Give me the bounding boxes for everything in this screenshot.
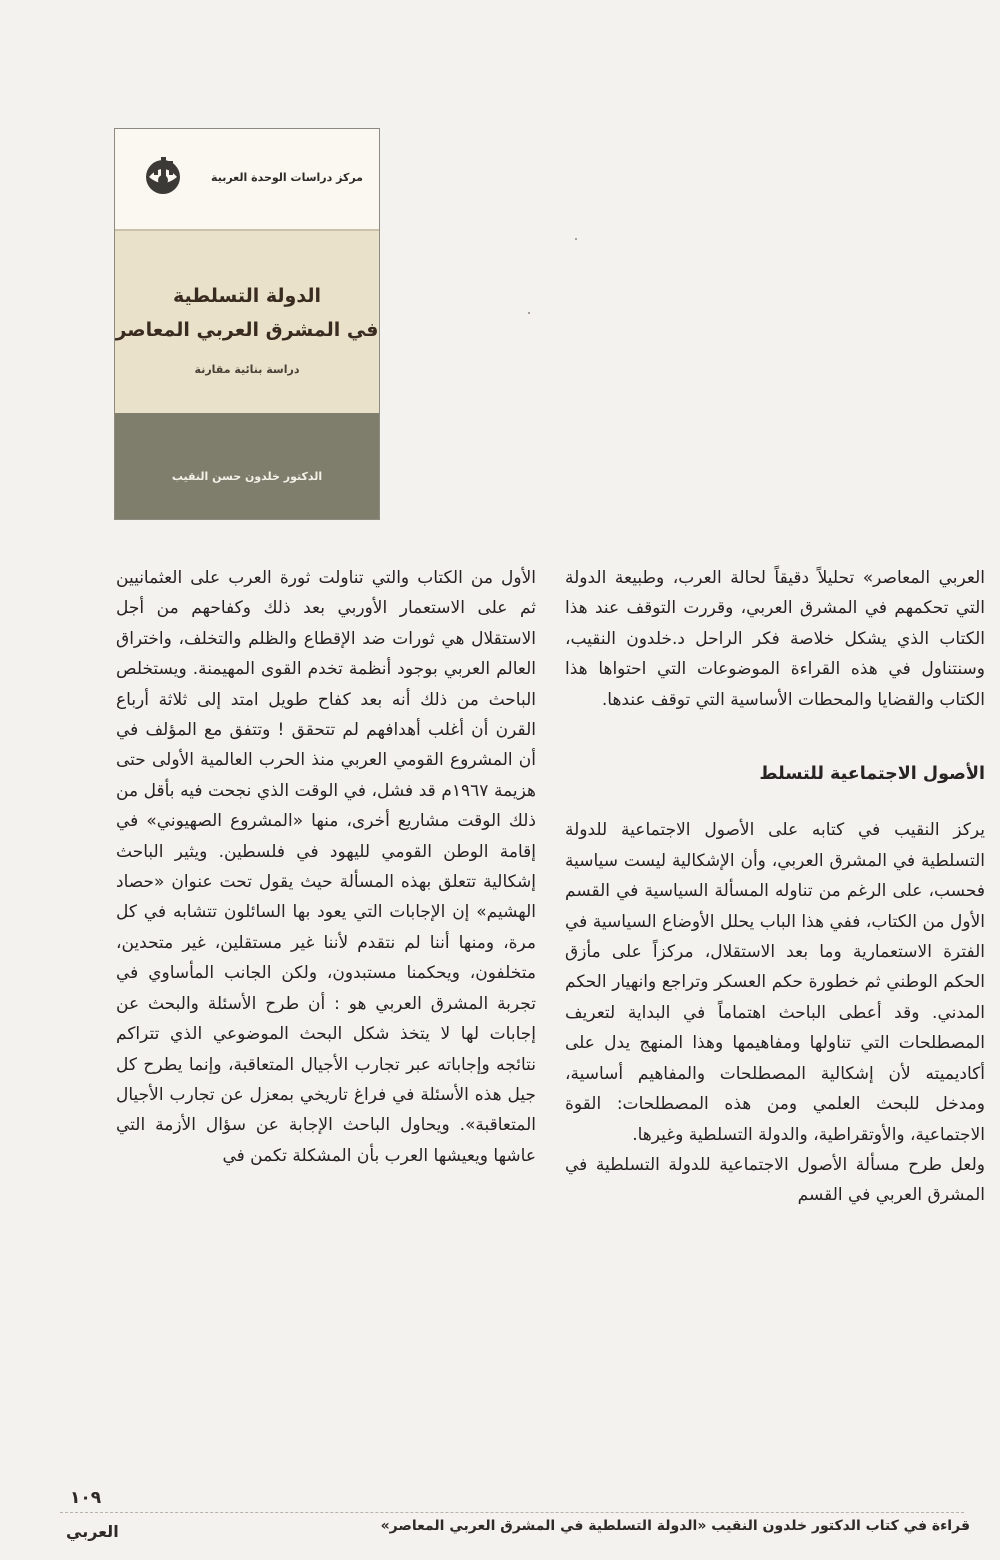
book-title-line-2: في المشرق العربي المعاصر	[115, 319, 379, 341]
magazine-logo: العربي	[66, 1522, 119, 1541]
article-column-right	[565, 563, 985, 1211]
publisher-name: مركز دراسات الوحدة العربية	[211, 171, 363, 184]
body-paragraph: ولعل طرح مسألة الأصول الاجتماعية للدولة التسلطية في المشرق العربي في القسم	[565, 1154, 985, 1206]
book-subtitle: دراسة بنائية مقارنة	[194, 363, 300, 376]
page-number: ١٠٩	[70, 1488, 102, 1508]
print-speck	[575, 238, 577, 240]
book-title-line-1: الدولة التسلطية	[173, 285, 321, 307]
book-author: الدكتور خلدون حسن النقيب	[171, 470, 323, 483]
section-heading: الأصول الاجتماعية للتسلط	[759, 764, 985, 785]
body-paragraph: يركز النقيب في كتابه على الأصول الاجتماعية للدولة التسلطية في المشرق العربي، وأن الإشكالية ليست سياسية فحسب، على الرغم من تناوله المسألة السياسية في القسم الأول من الكتاب، ففي هذا الباب يحلل الأوضاع السياسية في الفترة الاستعمارية وما بعد الاستقلال، مركزاً على مأزق الحكم الوطني ثم خطورة حكم العسكر وتراجع وانهيار الحكم المدني. وقد أعطى الباحث اهتماماً في البداية لتعريف المصطلحات التي تناولها ومفاهيمها وهذا المنهج يدل على أكاديميته لأن إشكالية المصطلحات والمفاهيم أساسية، ومدخل للبحث العلمي ومن هذه المصطلحات: القوة الاجتماعية، والأوتقراطية، والدولة التسلطية وغيرها.	[565, 820, 985, 1145]
article-column-left	[116, 563, 536, 1171]
running-footer-title: قراءة في كتاب الدكتور خلدون النقيب «الدولة التسلطية في المشرق العربي المعاصر»	[380, 1518, 970, 1534]
footer-divider	[60, 1512, 964, 1513]
print-speck	[528, 312, 530, 314]
cover-author-band	[115, 413, 379, 519]
body-paragraph: الأول من الكتاب والتي تناولت ثورة العرب على العثمانيين ثم على الاستعمار الأوربي بعد ذلك وكفاحهم من أجل الاستقلال هي ثورات ضد الإقطاع والظلم والتخلف، واختراق العالم العربي بوجود أنظمة تخدم القوى المهيمنة. ويستخلص الباحث من ذلك أنه بعد كفاح طويل امتد إلى ثلاثة أرباع القرن أن أغلب أهدافهم لم تتحقق ! وتتفق مع المؤلف في أن المشروع القومي العربي منذ الحرب العالمية الأولى حتى هزيمة ١٩٦٧م قد فشل، في الوقت الذي نجحت فيه بأقل من ذلك الوقت مشاريع أخرى، منها «المشروع الصهيوني» في إقامة الوطن القومي لليهود في فلسطين. ويثير الباحث إشكالية تتعلق بهذه المسألة حيث يقول تحت عنوان «حصاد الهشيم» إن الإجابات التي يعود بها السائلون تتشابه في كل مرة، ومنها أننا لم نتقدم لأننا غير مستقلين، غير متحدين، متخلفون، ويحكمنا مستبدون، ولكن الجانب المأساوي في تجربة المشرق العربي هو : أن طرح الأسئلة والبحث عن إجابات لها لا يتخذ شكل البحث الموضوعي الذي تتراكم نتائجه وإجاباته عبر تجارب الأجيال المتعاقبة، وإنما يطرح كل جيل هذه الأسئلة في فراغ تاريخي بمعزل عن تجارب الأجيال المتعاقبة». ويحاول الباحث الإجابة عن سؤال الأزمة التي عاشها ويعيشها العرب بأن المشكلة تكمن في	[116, 568, 536, 1166]
book-title	[115, 279, 379, 347]
publisher-logo-icon	[139, 153, 191, 197]
book-cover	[114, 128, 380, 520]
body-paragraph: العربي المعاصر» تحليلاً دقيقاً لحالة العرب، وطبيعة الدولة التي تحكمهم في المشرق العربي، وقررت التوقف عند هذا الكتاب الذي يشكل خلاصة فكر الراحل د.خلدون النقيب، وسنتناول في هذه القراءة الموضوعات التي احتواها هذا الكتاب والقضايا والمحطات الأساسية التي توقف عندها.	[565, 568, 985, 710]
